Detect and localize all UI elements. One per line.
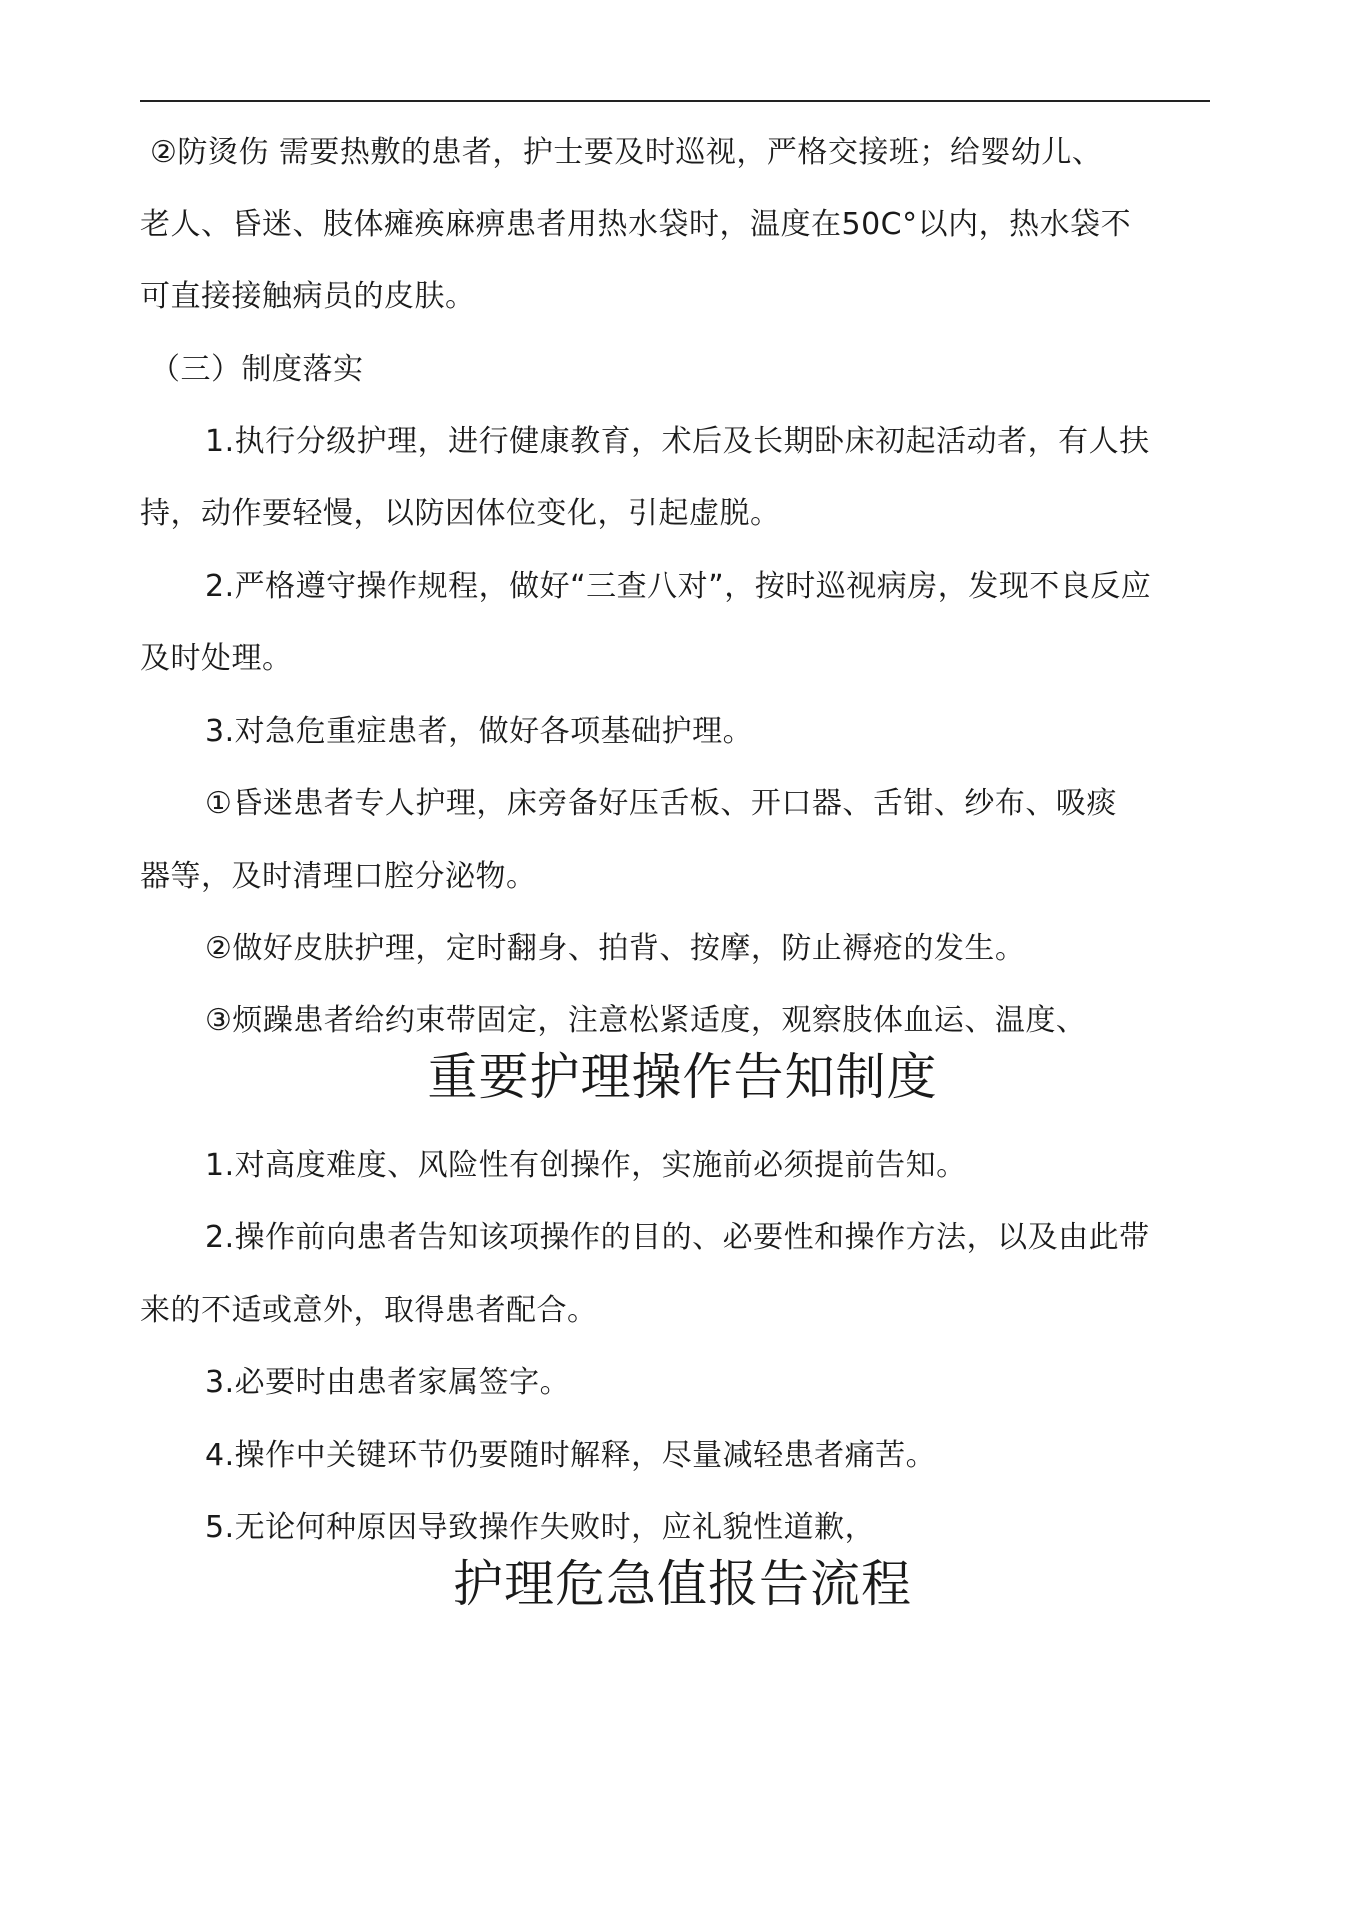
subsection-heading: （三）制度落实 — [150, 352, 364, 387]
text-line: 3.对急危重症患者，做好各项基础护理。 — [205, 714, 754, 749]
text-line: 2.严格遵守操作规程，做好“三查八对”，按时巡视病房，发现不良反应 — [205, 569, 1152, 604]
text-line: ②做好皮肤护理，定时翻身、拍背、按摩，防止褥疮的发生。 — [205, 931, 1026, 966]
text-line: 及时处理。 — [140, 641, 293, 676]
header-rule — [140, 100, 1210, 102]
section-title: 护理危急值报告流程 — [453, 1555, 912, 1613]
text-line: 可直接接触病员的皮肤。 — [140, 279, 476, 314]
text-line: 老人、昏迷、肢体瘫痪麻痹患者用热水袋时，温度在50C°以内，热水袋不 — [140, 207, 1132, 242]
text-line: 3.必要时由患者家属签字。 — [205, 1365, 571, 1400]
text-line: 持，动作要轻慢，以防因体位变化，引起虚脱。 — [140, 496, 781, 531]
text-line: ③烦躁患者给约束带固定，注意松紧适度，观察肢体血运、温度、 — [205, 1003, 1087, 1038]
text-line: 5.无论何种原因导致操作失败时，应礼貌性道歉， — [205, 1510, 876, 1545]
section-title: 重要护理操作告知制度 — [427, 1048, 938, 1106]
text-line: 器等，及时清理口腔分泌物。 — [140, 859, 537, 894]
text-line: ②防烫伤 需要热敷的患者，护士要及时巡视，严格交接班；给婴幼儿、 — [150, 135, 1103, 170]
text-line: 4.操作中关键环节仍要随时解释，尽量减轻患者痛苦。 — [205, 1438, 937, 1473]
text-line: 来的不适或意外，取得患者配合。 — [140, 1293, 598, 1328]
text-line: 2.操作前向患者告知该项操作的目的、必要性和操作方法，以及由此带 — [205, 1220, 1150, 1255]
text-line: ①昏迷患者专人护理，床旁备好压舌板、开口器、舌钳、纱布、吸痰 — [205, 786, 1117, 821]
text-line: 1.执行分级护理，进行健康教育，术后及长期卧床初起活动者，有人扶 — [205, 424, 1150, 459]
text-line: 1.对高度难度、风险性有创操作，实施前必须提前告知。 — [205, 1148, 967, 1183]
